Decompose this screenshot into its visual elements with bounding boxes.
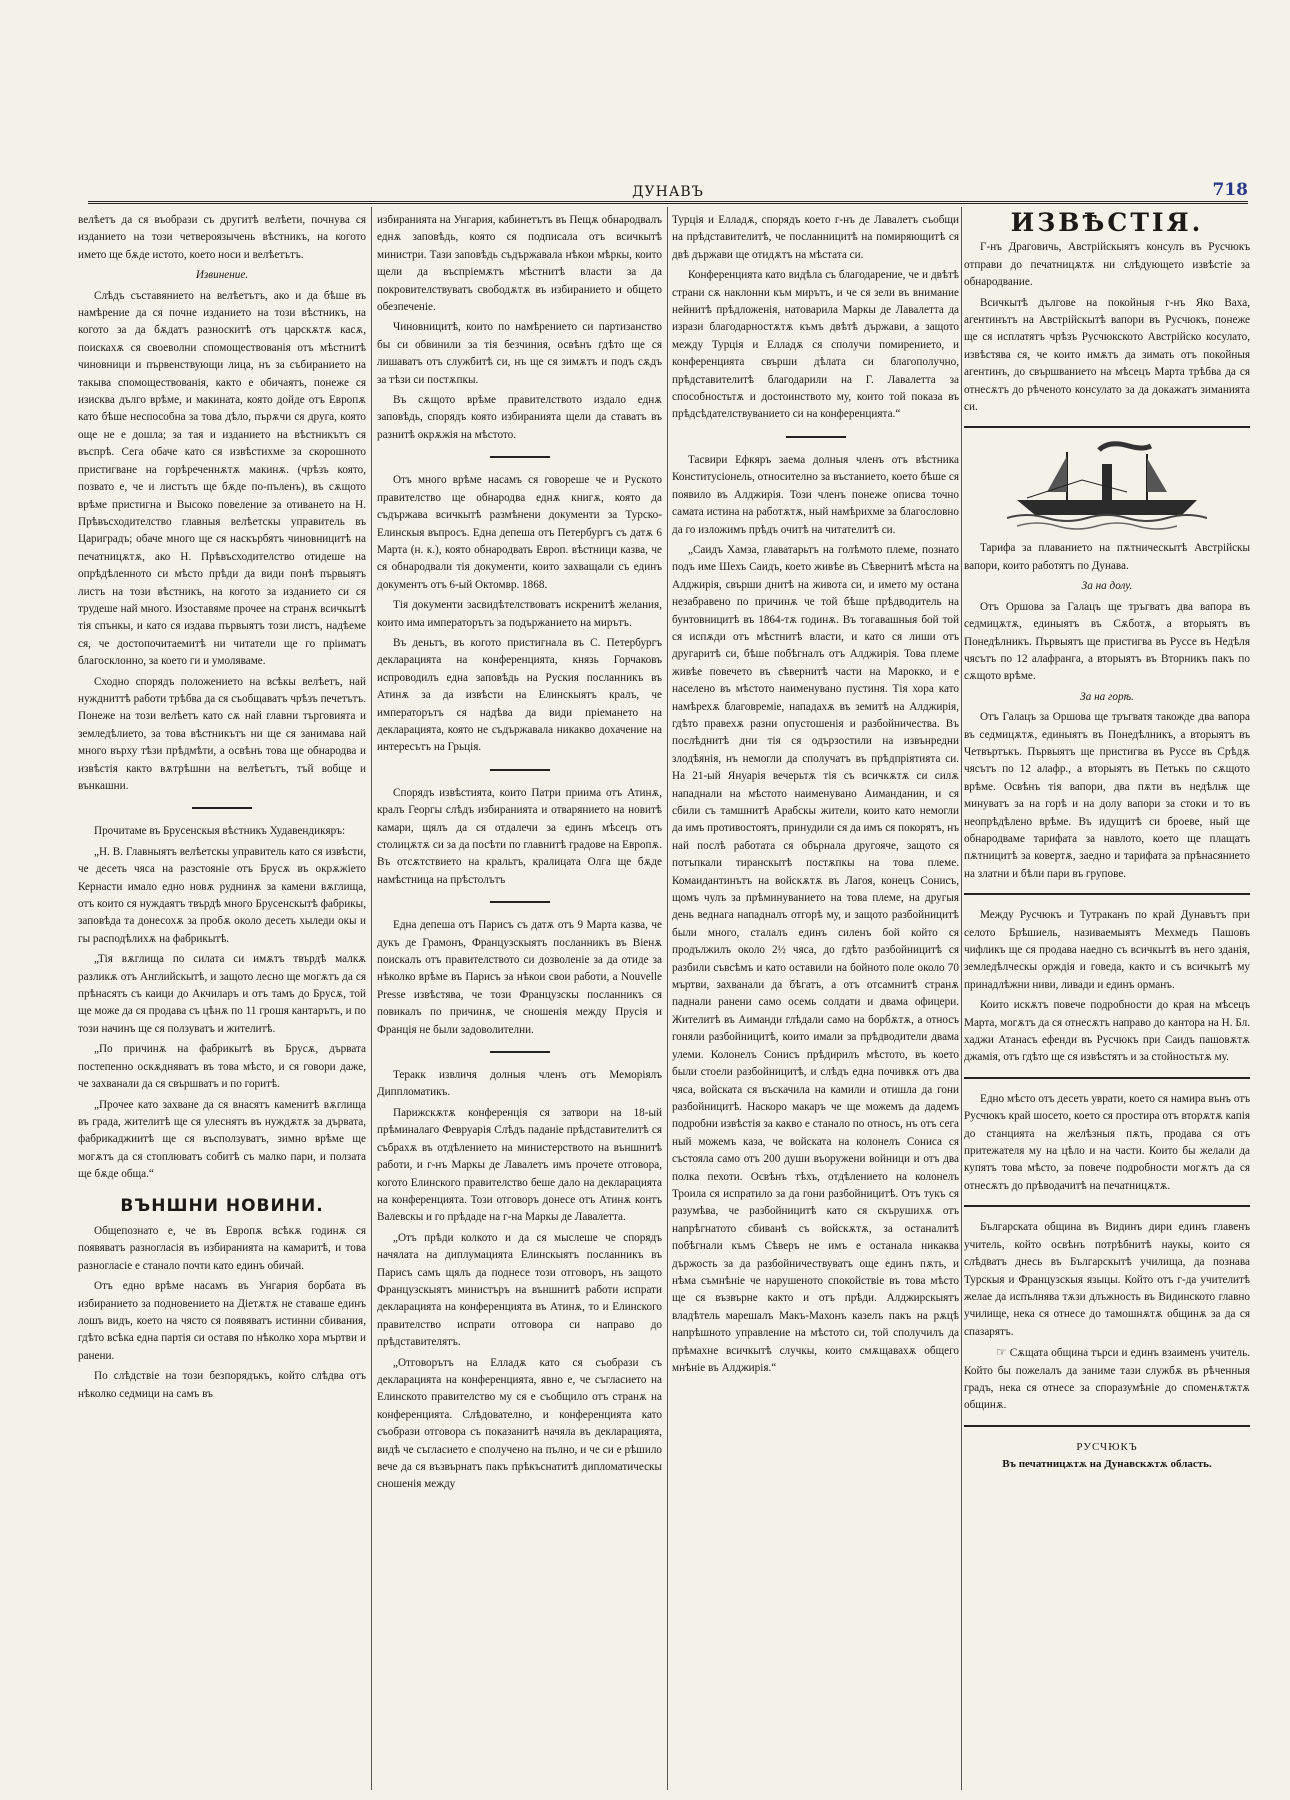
separator [490, 769, 550, 771]
article-paragraph: Въ сѫщото врѣме правителството издало еднѫ заповѣдь, спорядъ която избиранията щели да ставатъ въ разнитѣ окрѫжія на мѣстото. [377, 394, 662, 441]
article-paragraph: „Н. В. Главныятъ велѣетскы управитель като ся извѣсти, че десеть чяса на разстояніе отъ Брусѫ въ окрѫжіето Кернасти имало едно новѫ руднинѫ за камени вѫглища, отъ които ся нуждаятъ твърдѣ много Брусенскытѣ фабрикы, заповѣда та донесохѫ за пробѫ около десеть хыледи окы и гы расподѣлихѫ на фабрикытѣ. [78, 845, 366, 945]
article-paragraph: „Прочее като захване да ся внасятъ каменитѣ вѫглища въ града, жителитѣ ще ся улеснятъ въ нуждѫтѫ за дървата, фабрикаджиитѣ ще ся въсползуватъ, зимно врѣме ще могѫтъ да ся стоплюватъ собитѣ съ малко пари, и ползата ще бѫде обща.“ [78, 1098, 366, 1181]
header-rule [88, 201, 1248, 204]
page-number: 718 [1212, 180, 1248, 200]
column-2 [377, 212, 662, 1792]
subheading: За на горѣ. [1080, 690, 1134, 703]
column-1 [78, 212, 366, 1792]
announcement-paragraph: Между Русчюкъ и Тутраканъ по край Дунавътъ при селото Брѣшиель, називаемыятъ Мехмедъ Пашовъ чифликъ ще ся продава наедно съ всичкытѣ въ него зданія, земледѣлческы орждія и говеда, както и съ всичкытѣ му принадлѣжни ниви, ливади и единъ орманъ. [964, 909, 1250, 991]
article-paragraph: Отъ едно врѣме насамъ въ Унгария борбата въ избиранието за подновението на Діетѫтѫ не ставаше единъ лошъ видъ, което на чясто ся появяватъ истинни сбивания, гдѣто всѣка една партія си оставя по нѣколко хора мъртви и ранени. [78, 1280, 366, 1362]
imprint-city: РУСЧЮКЪ [1076, 1440, 1138, 1453]
article-paragraph: избиранията на Унгария, кабинетътъ въ Пещѫ обнародвалъ еднѫ заповѣдь, която ся подписала отъ всичкытѣ министри. Тази заповѣдь съдържавала нѣкои мѣркы, които щели да въспріемѫтъ мѣстнитѣ власти за да покровителствуватъ свободѫтѫ въ избиранието и общето обезпеченіе. [377, 214, 662, 314]
newspaper-title: ДУНАВЪ [632, 184, 704, 200]
article-paragraph: Тасвири Ефкяръ заема долныя членъ отъ вѣстника Конститусіонель, относително за въстанието, което бѣше ся появило въ Алджирія. Този членъ понеже описва точно самата истина на работѫтѫ, ный намѣрихме за благословно да го изложимъ прѣдъ очитѣ на читателитѣ си. [672, 453, 959, 536]
separator [490, 1051, 550, 1053]
separator [192, 807, 252, 809]
article-paragraph: Конференцията като видѣла съ благодарение, че и двѣтѣ страни сѫ наклонни към мирътъ, и че ся зели въ внимание нейнитѣ прѣдложенія, натоварила Маркы де Лавалетта да изрази благодарностѫтѫ къмъ двѣтѣ държави, а защото между Турція и Елладѫ ся сполучи помирението, и конференцията свърши дѣлата си благополучно, прѣдставителитѣ благодарили на Г. Лавалетта за способностьтѫ и достоинството му, които той показа въ прѣдсѣдателствуванието си на конференцията.“ [672, 269, 959, 421]
imprint-press: Въ печатницѫтѫ на Дунавскѫтѫ область. [1002, 1458, 1212, 1471]
article-paragraph: Общепознато е, че въ Европѫ всѣкѫ годинѫ ся появяватъ разногласія въ избиранията на камаритѣ, и това разногласіе е станало почти като единъ обичай. [78, 1224, 366, 1272]
separator [490, 901, 550, 903]
separator [786, 436, 846, 438]
section-title: ВЪНШНИ НОВИНИ. [120, 1195, 324, 1216]
separator [490, 456, 550, 458]
separator [964, 893, 1250, 895]
article-paragraph: „Отъ прѣди колкото и да ся мыслеше че спорядъ начялата на диплумацията Елинскыятъ посланникъ въ Парисъ самъ щялъ да поднесе този отговоръ, нъ защото Французскыятъ министъръ на външнитѣ работи испрати декларацията на конференцията въ Атинѫ, то и Елинского правителство испрати отговора си направо до прѣдставителятъ. [377, 1231, 662, 1349]
announcement-paragraph: Отъ Оршова за Галацъ ще тръгватъ два вапора въ седмицѫтѫ, единыятъ въ Сѫботѫ, а вторыятъ въ Понедѣлникъ. Първыятъ ще пристигва въ Руссе въ Недѣля чясътъ по 12 алафранга, а вторыятъ въ Вторникъ пакъ по сѫщото врѣме. [964, 600, 1250, 683]
article-paragraph: Отъ много врѣме насамъ ся говореше че и Руското правителство ще обнародва еднѫ книгѫ, която да съдържава всичкытѣ размѣнени документи за Турско-Елинскыя въпросъ. Една депеша отъ Петербургъ съ датѫ 6 Марта (н. к.), която обнародвать Европ. вѣстници казва, че ся обнародвали тія документи, които захващали съ единъ документъ отъ 6-ый Октомвр. 1868. [377, 474, 662, 591]
separator [964, 1205, 1250, 1207]
article-paragraph: „Саидъ Хамза, главатарьтъ на голѣмото племе, познато подъ име Шехъ Саидъ, което живѣе въ Сѣвернитѣ мѣста на Алджирія, свърши днитѣ на живота си, и името му остана незабравено по причинѫ че той бѣше прѣдводитель на бунтовницитѣ въ 1864-тѫ годинѫ. Въ тогавашныя бой той ся испѫди отъ мѣстнитѣ власти, и като ся лиши отъ другаритѣ си, бѣше побѣгналъ отъ Алджирія. Това племе живѣе повечето въ сѣвернитѣ части на Марокко, и е населено въ мѣстото наименувано пустиня. Тія хора като намѣрехѫ благовреміе, нападахѫ въ земитѣ на Алджирія, гдѣто правехѫ разни опустошенія и разбойничества. Въ послѣднитѣ дни тія ся одързостили на извънредни злодѣянія, нъ немогли да сполучатъ въ прѣдпріятията си. На 21-ый Януарія вечерьтѫ тія съ всичкѫтѫ си силѫ нападнали на мѣстото наименувано Аиманданин, и ся сбили съ тамшнитѣ Арабскы жители, които като немогли да имъ противостоятъ, принудили ся да имъ ся покорятъ, нъ най послѣ работата ся обърнала другояче, защото ся потъпкали тиранскытѣ постѫпкы на това племе. Комаидантинътъ на войскѫтѫ въ Лагоя, конецъ Сонисъ, щомъ чулъ за прѣминуванието на това племе, на другыя день веднага нападналъ отгорѣ му, и защото разбойницитѣ были много, сталалъ единъ силенъ бой който ся продължилъ около 2½ чяса, до гдѣто разбойницитѣ ся разбили съвсѣмъ и като оставили на бойното поле около 70 мъртви, захванали да бѣгатъ, а отъ отсамнитѣ странѫ паднали ранени само осемь солдати и двама офицери. Жителитѣ въ Аиманди глѣдали само на борбѫтѫ, а относъ гоняли разбойницитѣ, които имали за прѣдводители двама улеми. Колонелъ Сонисъ прѣдирилъ мѣстото, въ което были стоели разбойницитѣ, и слѣдъ една почивкѫ отъ два чяса, войската ся въскачила на камили и отишла да гони разбойницитѣ. Наскоро макаръ че ще можемъ да дадемъ подробни извѣстія за какво е станало по относъ, нъ отъ сега ный можемъ каза, че войската на колонелъ Сониса ся състояла само отъ 200 души въоружени войници и отъ два полка пехоти. Освѣнъ тѣхъ, отдѣлението на колонелъ Троила ся испратило за да гони разбойницитѣ. Отъ тукъ ся разумѣва, че разбойницитѣ като ся скърушихѫ отъ напрѣгнатото сбиванѣ съ войскѫтѫ, за останалитѣ побѣгнали къмъ Сѣверъ не имъ е останала никаква държость за да разбойничествуватъ още единъ пѫть, и нѣма съмнѣніе че нарушеното спокойствіе въ това мѣсто ще ся възвърне както и отъ прѣди. Алджирскыятъ владѣтель марешалъ Макъ-Махонъ казелъ пакъ на рѫцѣ напрѣшното управление на мѣстото си, той сполучилъ да прѣмахне всичкытѣ случкы, които смѫщавахѫ общего мнѣніе въ Алджирія.“ [672, 543, 959, 1374]
column-divider [961, 207, 962, 1790]
steamship-icon [1007, 440, 1207, 530]
column-divider [371, 207, 372, 1790]
article-paragraph: Тія документи засвидѣтелствоватъ искренитѣ желания, които има императорътъ за подържанието на мирътъ. [377, 599, 662, 629]
article-paragraph: Прочитаме въ Брусенскыя вѣстникъ Худавендикяръ: [94, 825, 346, 838]
announcement-paragraph: Всичкытѣ дългове на покойныя г-нъ Яко Ваха, агентинътъ на Австрійскытѣ вапори въ Русчюкъ, понеже ще ся исплатятъ чрѣзъ Русчюкското Австрійско косулато, извѣстява ся, че които имѫтъ да зимать отъ покойныя агентинъ, до свършванието на мѣсецъ Марта трѣбва да ся отнесѫтъ до рѣченото консулато за да докажатъ зиманията си. [964, 296, 1250, 414]
article-paragraph: „Тія вѫглища по силата си имѫтъ твърдѣ малкѫ разликѫ отъ Английскытѣ, и защото лесно ще могѫтъ да ся прѣнасятъ съ каици до Акчиларъ и отъ тамъ до Брусѫ, той ще може да ся продава съ цѣнѫ по 11 грошя кантарътъ, и по този начинъ ще ся ползуватъ и жителитѣ. [78, 953, 366, 1035]
article-paragraph: Теракк извличя долныя членъ отъ Меморіялъ Диппломатикъ. [377, 1069, 662, 1099]
column-3 [672, 212, 959, 1792]
announcement-paragraph: Г-нъ Драговичь, Австрійскыятъ консулъ въ Русчюкъ отправи до печатницѫтѫ ни слѣдующето извѣстіе за обнародвание. [964, 241, 1250, 289]
article-paragraph: Турція и Елладѫ, спорядъ което г-нъ де Лавалетъ съобщи на прѣдставителитѣ, че посланницитѣ на помиряющитѣ ся двѣ държави ще отидѫтъ на мѣстата си. [672, 214, 959, 261]
article-paragraph: Въ деньтъ, въ когото пристигнала въ С. Петербургъ декларацията на конференцията, князь Горчаковъ испроводилъ една заповѣдь на Руския посланникъ въ Атинѫ за да извѣсти на Елинскыятъ кралъ, че императорътъ ся надѣва да види пріемането на декларацията, която не съдържавала никакво дохачение на интересътъ на Грьція. [377, 636, 662, 754]
separator [964, 426, 1250, 428]
announcements-title: ИЗВѢСТІЯ. [1010, 212, 1204, 237]
article-paragraph: велѣетъ да ся въобрази съ другитѣ велѣети, почнува ся изданието на този четвероязычень вѣстникъ, на когото името ще бѫде истото, което носи и велѣетътъ. [78, 214, 366, 261]
article-paragraph: Парижскѫтѫ конференція ся затвори на 18-ый прѣминалаго Февруарія Слѣдъ паданіе прѣдставителитѣ ся събрахѫ въ отдѣлението на министерството на външнитѣ работи, и г-нъ Маркы де Лавалетъ имъ прочете отговора, когото Елинского правителство беше дало на декларацията на конференцията. Този отговоръ донесе отъ Атинѫ контъ Валевскы и го прѣдаде на г-на Маркы де Лавалетта. [377, 1106, 662, 1224]
column-4 [964, 212, 1250, 1792]
article-paragraph: По слѣдствіе на този безпорядъкъ, който слѣдва отъ нѣколко седмици на самъ въ [78, 1370, 366, 1400]
article-paragraph: „По причинѫ на фабрикытѣ въ Брусѫ, дървата постепенно оскѫдняватъ въ това мѣсто, и ся говори даже, че захванали да ся свършватъ и по горитѣ. [78, 1043, 366, 1091]
announcement-paragraph: Които искѫтъ повече подробности до края на мѣсецъ Марта, могѫтъ да ся отнесѫтъ направо до кантора на Н. Бл. хаджи Атанасъ ефенди въ Русчюкъ при Саидъ пашовѫтѫ джамія, отъ гдѣто ще ся извѣстятъ и за стойностьтѫ му. [964, 999, 1250, 1064]
pointing-hand-icon: ☞ [996, 1345, 1007, 1360]
announcement-paragraph: Тарифа за плаванието на пѫтническытѣ Австрійскы вапори, които работятъ по Дунава. [964, 542, 1250, 572]
separator [964, 1425, 1250, 1427]
announcement-paragraph: Едно мѣсто отъ десеть уврати, което ся намира вънъ отъ Русчюкъ край шосето, което ся простира отъ вторѫтѫ капія до станцията на желѣзныя пѫть, продава ся отъ притежателя му на цѣло и на части. Които бы желали да купятъ това мѣсто, за повече подробности могѫтъ да ся отнесѫтъ до прѣводачитѣ на печатницѫтѫ. [964, 1092, 1250, 1192]
separator [964, 1077, 1250, 1079]
announcement-paragraph [964, 1344, 1250, 1415]
article-paragraph: Спорядъ извѣстията, които Патри приима отъ Атинѫ, кралъ Георгы слѣдъ избиранията и отварянието на новитѣ камари, щялъ да ся отдалечи за единъ мѣсецъ отъ столицѫтѫ си за да посѣти по главнитѣ градове на Европѫ. Въ отсѫтствието на кральтъ, кралицата Олга ще бѫде намѣстница на прѣстолътъ [377, 786, 662, 886]
article-paragraph: „Отговорътъ на Елладѫ като ся съобрази съ декларацията на конференцията, явно е, че съгласието на Елинското правителство му ся е съобщило отъ странѫ на конференцията. Слѣдователно, и конференцията като съобрази отговора съ показанитѣ начяла въ декларацията, видѣ че съгласието е сполучено на пълно, и че си е рѣшило вече да ся възвърнатъ пакъ прѣкъснатитѣ диплoматическы сношенія между [377, 1356, 662, 1491]
subheading: Извинение. [195, 269, 249, 282]
article-paragraph: Слѣдъ съставянието на велѣетътъ, ако и да бѣше въ намѣрение да ся почне изданието на този вѣстникъ, на когото за да бѫдатъ разноскитѣ отъ царскѫтѫ касѫ, поискахѫ ся своеволни спомоществованія отъ мѣстнитѣ чиновници и първенствующи лица, нъ за събиранието на такыва спомоществованія, както е обичаятъ, понеже ся изисква дълго врѣме, и макината, която дойде отъ Европѫ като бѣше неспособна за това дѣло, пърѫчи ся друга, която още не е дошла; за тая и изданието на вѣстникътъ ся въспрѣ. Сега обаче като ся извѣстихме за скорошното пристигване на горѣреченнѫтѫ макинѫ. (чрѣзъ която, позвато е, че и листътъ ще бѫде по-пъленъ), въ сѫщото врѣме пристигна и Высоко повеление за отиването на Н. Прѣвъсходителство главныя велѣетскы управитель въ Цариградъ; обаче много ще ся наскърбятъ чиновницитѣ на печатницѫтѫ, ако Н. Прѣвъсходителство отидеше на опрѣдѣленното си мѣсто прѣди да види понѣ първыятъ листъ на този вѣстникъ, на когото за изданието си ся трудеше най много. Изоставяме прочее на странѫ всичкытѣ тія спънкы, и като ся издава първыятъ този листъ, надѣеме ся, че достопочитаемитѣ ни читатели ще го пріиматъ благосклонно, за което ги и умоляваме. [78, 289, 366, 668]
subheading: За на долу. [1081, 580, 1133, 593]
announcement-text: Сѫщата община търси и единъ взаименъ учитель. Който бы пожелалъ да заниме тази службѫ въ рѣченныя градъ, нека ся отнесе за споразумѣніе до споменѫтѫтѫ общинѫ. [964, 1347, 1250, 1412]
column-divider [667, 207, 668, 1790]
article-paragraph: Една депеша отъ Парисъ съ датѫ отъ 9 Марта казва, че дукъ де Грамонъ, Французскыятъ посланникъ въ Віенѫ поискалъ отъ правителството си дозволеніе за да отиде за нѣколко врѣме въ Парисъ за нѣкои свои работи, а Nouvelle Presse извѣстява, че този Французскы посланникъ ся повикалъ по причинѫ, че сношенія между Прусія и Франція не были задоволителни. [377, 919, 662, 1036]
article-paragraph: Сходно спорядъ положението на всѣкы велѣетъ, най нуждниттѣ работи трѣбва да ся съобщаватъ чрѣзъ печетътъ. Понеже на този велѣетъ като сѫ най главни търговията и земледѣлието, за това вѣстникътъ ни ще ся занимава най много върху тѣзи прѣдмѣти, а освѣнъ това ще обнародва и извѣстія както вѫтрѣшни на велѣетътъ, тъй вобще и вънкашни. [78, 675, 366, 792]
announcement-paragraph: Българската община въ Видинъ дири единъ главенъ учитель, който освѣнъ потрѣбнитѣ наукы, които ся слѣдватъ днесь въ Българскытѣ училища, да познава Турскыя и Французскыя языцы. Който отъ г-да учителитѣ желае да испълнява тѫзи длъжность въ Видинското главно училище, нека ся отнесе до тамошнѫтѫ общинѫ за да ся спазарятъ. [964, 1221, 1250, 1338]
announcement-paragraph: Отъ Галацъ за Оршова ще тръгватя такожде два вапора въ седмицѫтѫ, единыятъ въ Понедѣлникъ, а вторыятъ въ Четвъртъкъ. Първыятъ ще пристигва въ Руссе въ Срѣдѫ чясътъ по 12 алафр., а вторыятъ въ Петькъ по сѫщото врѣме. Освѣнъ тія вапори, два пѫти въ недѣлѭ ще минуватъ за на горѣ и на долу вапори за стоки и то въ неопрѣдѣлено врѣме. Въ идущитѣ си броеве, ный ще обнародваме тарифата за навлото, което ще плащатъ пѫтницитѣ за ковертѫ, заедно и тарифата за прѣнасянието на златни и бѣли пари въ групове. [964, 711, 1250, 880]
article-paragraph: Чиновницитѣ, които по намѣрението си партизанство бы си обвинили за тія безчиния, освѣнъ гдѣто ще ся лишаватъ отъ службитѣ си, нъ ще ся зимѫтъ и подъ сѫдъ за тѣзи си постѫпкы. [377, 321, 662, 386]
imprint [964, 1439, 1250, 1474]
